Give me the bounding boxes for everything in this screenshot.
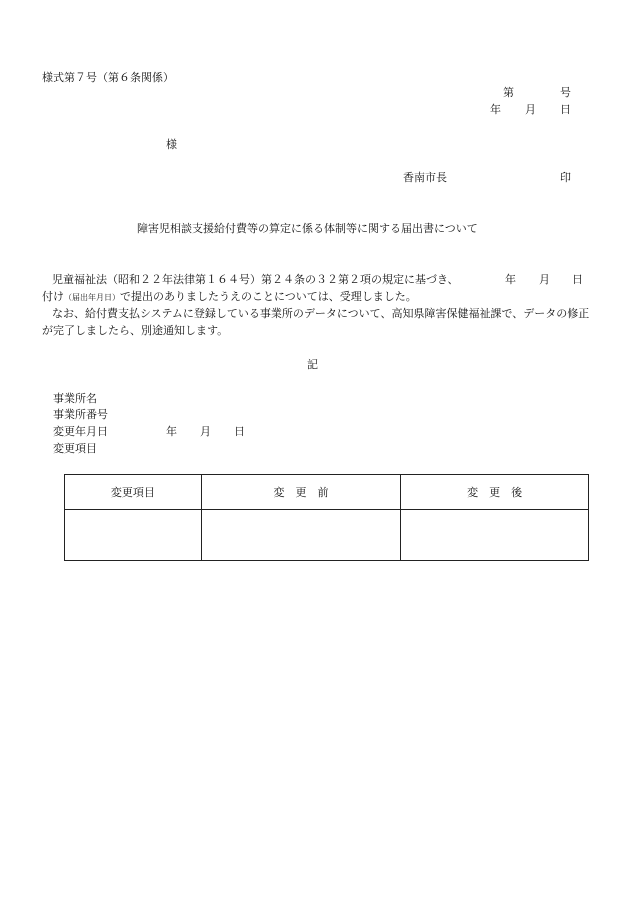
field-change-items: 変更項目 <box>53 442 97 455</box>
table-header-after: 変 更 後 <box>401 475 589 510</box>
field-office-number: 事業所番号 <box>53 408 108 421</box>
table-header-row <box>65 475 589 510</box>
document-number-go: 号 <box>560 86 571 99</box>
submission-date-note: 届出年月日 <box>72 293 112 302</box>
body-line-2-suffix: で提出のありましたうえのことについては、受理しました。 <box>120 290 417 303</box>
body-line-1-day: 日 <box>572 273 583 286</box>
table-header-item: 変更項目 <box>65 475 202 510</box>
issuer-seal: 印 <box>560 171 571 184</box>
document-number-dai: 第 <box>503 86 514 99</box>
field-change-date: 変更年月日 <box>53 425 108 438</box>
document-title: 障害児相談支援給付費等の算定に係る体制等に関する届出書について <box>137 222 478 235</box>
table-cell-before <box>201 510 401 561</box>
table-cell-after <box>401 510 589 561</box>
body-line-3: なお、給付費支払システムに登録している事業所のデータについて、高知県障害保健福祉課で、データの修正 <box>52 307 590 320</box>
addressee-sama: 様 <box>166 138 177 151</box>
body-line-1-month: 月 <box>539 273 550 286</box>
field-change-month: 月 <box>200 425 211 438</box>
field-change-year: 年 <box>166 425 177 438</box>
form-label: 様式第７号（第６条関係） <box>42 71 174 84</box>
body-line-2-prefix: 付け <box>42 290 64 303</box>
body-line-2: 付け（届出年月日）で提出のありましたうえのことについては、受理しました。 <box>42 290 417 303</box>
date-day: 日 <box>560 103 571 116</box>
field-change-day: 日 <box>234 425 245 438</box>
changes-table <box>64 474 589 561</box>
table-row <box>65 510 589 561</box>
date-year: 年 <box>490 103 501 116</box>
body-line-1-year: 年 <box>505 273 516 286</box>
ki-heading: 記 <box>307 358 318 371</box>
date-month: 月 <box>525 103 536 116</box>
issuer-title: 香南市長 <box>403 171 447 184</box>
field-office-name: 事業所名 <box>53 392 97 405</box>
body-line-4: が完了しましたら、別途通知します。 <box>42 324 229 337</box>
table-cell-item <box>65 510 202 561</box>
body-line-1: 児童福祉法（昭和２２年法律第１６４号）第２４条の３２第２項の規定に基づき、 <box>52 273 459 286</box>
table-header-before: 変 更 前 <box>201 475 401 510</box>
